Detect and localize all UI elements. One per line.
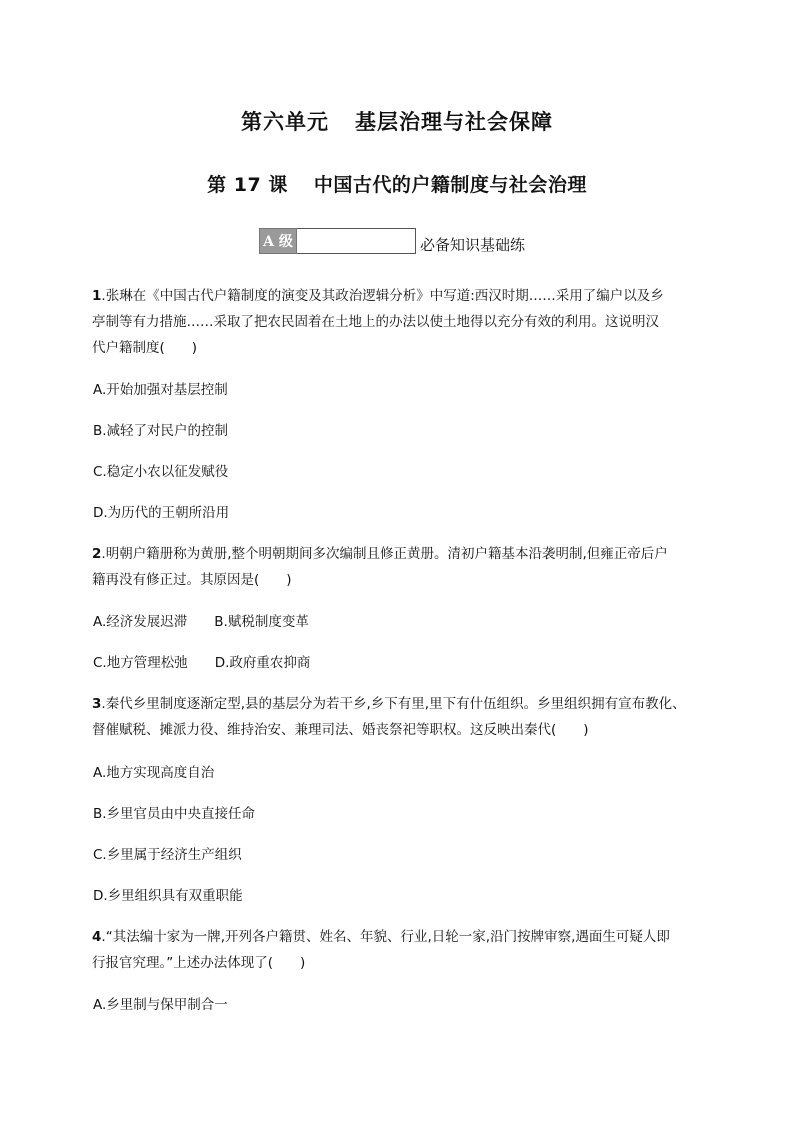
unit-title bbox=[0, 106, 794, 136]
lesson-title-part2: 中国古代的户籍制度与社会治理 bbox=[313, 174, 587, 196]
question-1-option-a: A.开始加强对基层控制 bbox=[93, 382, 228, 398]
question-text-line: .张琳在《中国古代户籍制度的演变及其政治逻辑分析》中写道:西汉时期……采用了编户以及乡 bbox=[101, 288, 664, 304]
question-text-line: .“其法编十家为一牌,开列各户籍贯、姓名、年貌、行业,日轮一家,沿门按牌审察,遇面生可疑人即 bbox=[101, 929, 670, 945]
question-4-option-a: A.乡里制与保甲制合一 bbox=[93, 997, 228, 1013]
question-1-option-b: B.减轻了对民户的控制 bbox=[93, 423, 229, 439]
question-text-line: .秦代乡里制度逐渐定型,县的基层分为若干乡,乡下有里,里下有什伍组织。乡里组织拥有宣布教化、 bbox=[101, 696, 686, 712]
question-2-stem bbox=[92, 541, 722, 593]
lesson-title-part1: 第 17 课 bbox=[207, 174, 288, 196]
question-2-options-row-2: C.地方管理松弛 D.政府重农抑商 bbox=[93, 655, 311, 671]
question-number: 1 bbox=[92, 288, 102, 304]
question-3-option-d: D.乡里组织具有双重职能 bbox=[93, 888, 243, 904]
question-text-line: 籍再没有修正过。其原因是( ) bbox=[92, 572, 292, 588]
question-2-options-row-1: A.经济发展迟滞 B.赋税制度变革 bbox=[93, 614, 309, 630]
question-number: 2 bbox=[92, 546, 102, 562]
question-3-stem bbox=[92, 691, 722, 743]
question-1-stem bbox=[92, 283, 722, 361]
question-1-option-d: D.为历代的王朝所沿用 bbox=[93, 505, 230, 521]
question-3-option-b: B.乡里官员由中央直接任命 bbox=[93, 806, 256, 822]
question-text-line: 亭制等有力措施……采取了把农民固着在土地上的办法以使土地得以充分有效的利用。这说明汉 bbox=[92, 314, 659, 330]
question-3-option-a: A.地方实现高度自治 bbox=[93, 765, 215, 781]
unit-title-part1: 第六单元 bbox=[241, 110, 329, 134]
level-label: 必备知识基础练 bbox=[420, 235, 526, 254]
level-badge: A 级 bbox=[259, 228, 297, 254]
question-text-line: 行报官究理。”上述办法体现了( ) bbox=[92, 955, 306, 971]
level-header bbox=[259, 228, 525, 254]
question-4-stem bbox=[92, 924, 722, 976]
question-text-line: 督催赋税、摊派力役、维持治安、兼理司法、婚丧祭祀等职权。这反映出秦代( ) bbox=[92, 722, 589, 738]
question-number: 4 bbox=[92, 929, 102, 945]
unit-title-part2: 基层治理与社会保障 bbox=[355, 110, 553, 134]
question-text-line: 代户籍制度( ) bbox=[92, 340, 198, 356]
question-text-line: .明朝户籍册称为黄册,整个明朝期间多次编制且修正黄册。清初户籍基本沿袭明制,但雍正帝后户 bbox=[101, 546, 668, 562]
question-number: 3 bbox=[92, 696, 102, 712]
question-3-option-c: C.乡里属于经济生产组织 bbox=[93, 847, 242, 863]
level-blank-box bbox=[297, 228, 416, 254]
question-1-option-c: C.稳定小农以征发赋役 bbox=[93, 464, 229, 480]
lesson-title bbox=[0, 170, 794, 197]
